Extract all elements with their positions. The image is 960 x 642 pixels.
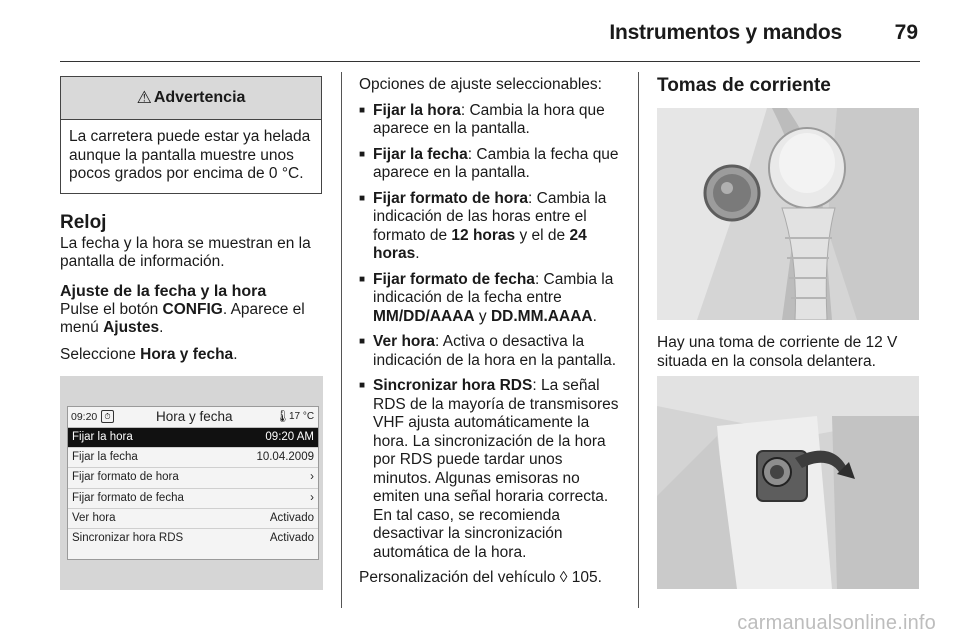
display-time: 09:20 — [71, 411, 98, 423]
list-item: ■ Fijar formato de hora: Cambia la indicación de las horas entre el formato de 12 horas y el de 24 horas. — [359, 190, 621, 264]
clock-subheading: Ajuste de la fecha y la hora — [60, 282, 267, 300]
sockets-caption: Hay una toma de corriente de 12 V situada en la consola delantera. — [657, 334, 898, 370]
press-config-text: Pulse el botón CONFIG. Aparece el menú Ajustes. — [60, 300, 305, 336]
select-text: Seleccione Hora y fecha. — [60, 345, 238, 363]
warning-triangle-icon: ⚠ — [136, 88, 152, 107]
list-item: ■ Fijar la hora: Cambia la hora que aparece en la pantalla. — [359, 102, 621, 139]
gear-shifter-socket-photo — [657, 108, 919, 320]
column-divider — [638, 72, 639, 608]
column-divider — [341, 72, 342, 608]
page-header — [0, 0, 960, 62]
sockets-heading: Tomas de corriente — [657, 75, 831, 96]
thermometer-icon: 🌡 — [275, 409, 291, 423]
display-row[interactable]: Ver hora Activado — [68, 509, 318, 529]
header-divider — [60, 61, 920, 62]
watermark: carmanualsonline.info — [737, 612, 936, 634]
warning-box — [60, 76, 322, 194]
options-intro: Opciones de ajuste seleccionables: — [359, 76, 602, 93]
page-number: 79 — [894, 21, 918, 44]
page-reference-icon: ◊ — [559, 569, 568, 586]
cross-reference: Personalización del vehículo ◊ 105. — [359, 569, 602, 586]
clock-intro: La fecha y la hora se muestran en la pantalla de información. — [60, 234, 311, 270]
power-outlet-photo — [657, 376, 919, 589]
display-row[interactable]: Fijar formato de hora › — [68, 468, 318, 488]
display-topbar — [68, 407, 318, 428]
column-middle — [359, 76, 621, 588]
clock-heading: Reloj — [60, 211, 107, 233]
list-item: ■ Fijar formato de fecha: Cambia la indicación de la fecha entre MM/DD/AAAA y DD.MM.AAAA. — [359, 271, 621, 327]
clock-icon: ⏱ — [101, 410, 114, 423]
column-left — [60, 76, 323, 364]
warning-header — [61, 77, 321, 120]
list-item: ■ Sincronizar hora RDS: La señal RDS de la mayoría de transmisores VHF ajusta automáticamente la hora. La sincronización de la hora por RDS puede tardar unos minutos. Algunas emisoras no emiten una señal horaria correcta. En tal caso, se recomienda desactivar la sincronización automática de la hora. — [359, 377, 621, 562]
column-right — [657, 74, 919, 98]
list-item: ■ Ver hora: Activa o desactiva la indicación de la hora en la pantalla. — [359, 333, 621, 370]
warning-text: La carretera puede estar ya helada aunque la pantalla muestre unos pocos grados por encima de 0 °C. — [69, 128, 311, 182]
display-temperature: 17 °C — [289, 411, 315, 422]
section-title: Instrumentos y mandos — [609, 21, 842, 44]
warning-title: Advertencia — [153, 89, 246, 106]
info-display — [67, 406, 319, 560]
display-row[interactable]: Sincronizar hora RDS Activado — [72, 531, 314, 544]
info-display-photo — [60, 376, 323, 590]
options-list — [359, 102, 621, 563]
display-row[interactable]: Fijar la fecha 10.04.2009 — [68, 448, 318, 468]
display-row[interactable]: Fijar formato de fecha › — [68, 489, 318, 509]
display-row[interactable]: Fijar la hora 09:20 AM — [68, 428, 318, 448]
display-title: Hora y fecha — [156, 409, 233, 424]
list-item: ■ Fijar la fecha: Cambia la fecha que aparece en la pantalla. — [359, 146, 621, 183]
